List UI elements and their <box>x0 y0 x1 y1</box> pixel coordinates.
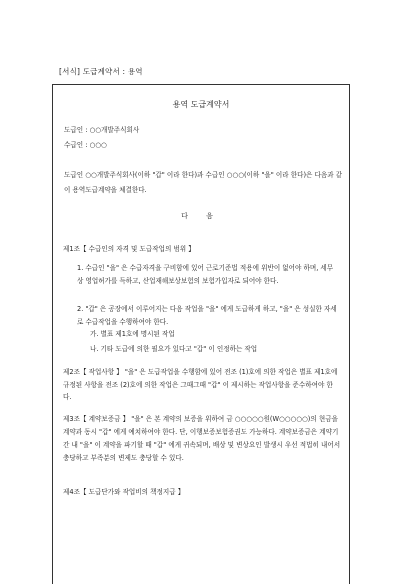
article-1-item-2a: 가. 별표 제1호에 명시된 작업 <box>90 330 175 338</box>
form-label: [서식] 도급계약서 : 용역 <box>59 67 143 76</box>
contractor-line: 도급인 : ○○개발주식회사 <box>64 126 140 134</box>
intro-paragraph: 도급인 ○○개발주식회사(이하 "갑" 이라 한다)과 수급인 ○○○(이하 "을" 이라 한다)은 다음과 같이 용역도급계약을 체결한다. <box>64 171 343 194</box>
article-1-item-1: 1. 수급인 "을" 은 수급자격을 구비함에 있어 근로기준법 적용에 위반이 없어야 하며, 세무상 영업허가를 득하고, 산업재해보상보험의 보험가입자로 되어야 한다. <box>77 264 334 285</box>
subcontractor-line: 수급인 : ○○○ <box>64 141 107 149</box>
article-4-heading: 제4조【 도급단가와 작업비의 책정지급 】 <box>63 488 185 496</box>
article-2: 제2조【 작업사항 】 "을" 은 도급작업을 수행함에 있어 전조 (1)호에 의한 작업은 별표 제1호에 규정된 사항을 전조 (2)호에 의한 작업은 그때그때 "갑" 이 제시하는 작업사항을 준수하여야 한다. <box>63 368 338 401</box>
article-1-heading: 제1조【 수급인의 자격 및 도급작업의 범위 】 <box>63 245 195 253</box>
contract-document <box>52 84 350 584</box>
center-heading: 다 음 <box>181 212 221 220</box>
document-title: 용역 도급계약서 <box>172 100 230 109</box>
article-3: 제3조【 계약보증금 】 "을" 은 본 계약의 보증을 위하여 금 ○○○○○원(W○○○○○)의 현금을 계약과 동시 "갑" 에게 예치하여야 한다. 단, 이행보증보험증권도 가능하다. 계약보증금은 계약기간 내 "을" 이 계약을 파기할 때 "갑" 에게 귀속되며, 배상 및 변상요인 발생시 우선 적법히 내어서 충당하고 부족분의 변제도 충당할 수 있다. <box>63 415 341 462</box>
article-1-item-2b: 나. 기타 도급에 의한 필요가 있다고 "갑" 이 인정하는 작업 <box>90 345 258 353</box>
article-1-item-2: 2. "갑" 은 공장에서 이루어지는 다음 작업을 "을" 에게 도급하게 하고, "을" 은 성실한 자세로 수급작업을 수행하여야 한다. <box>77 305 337 326</box>
